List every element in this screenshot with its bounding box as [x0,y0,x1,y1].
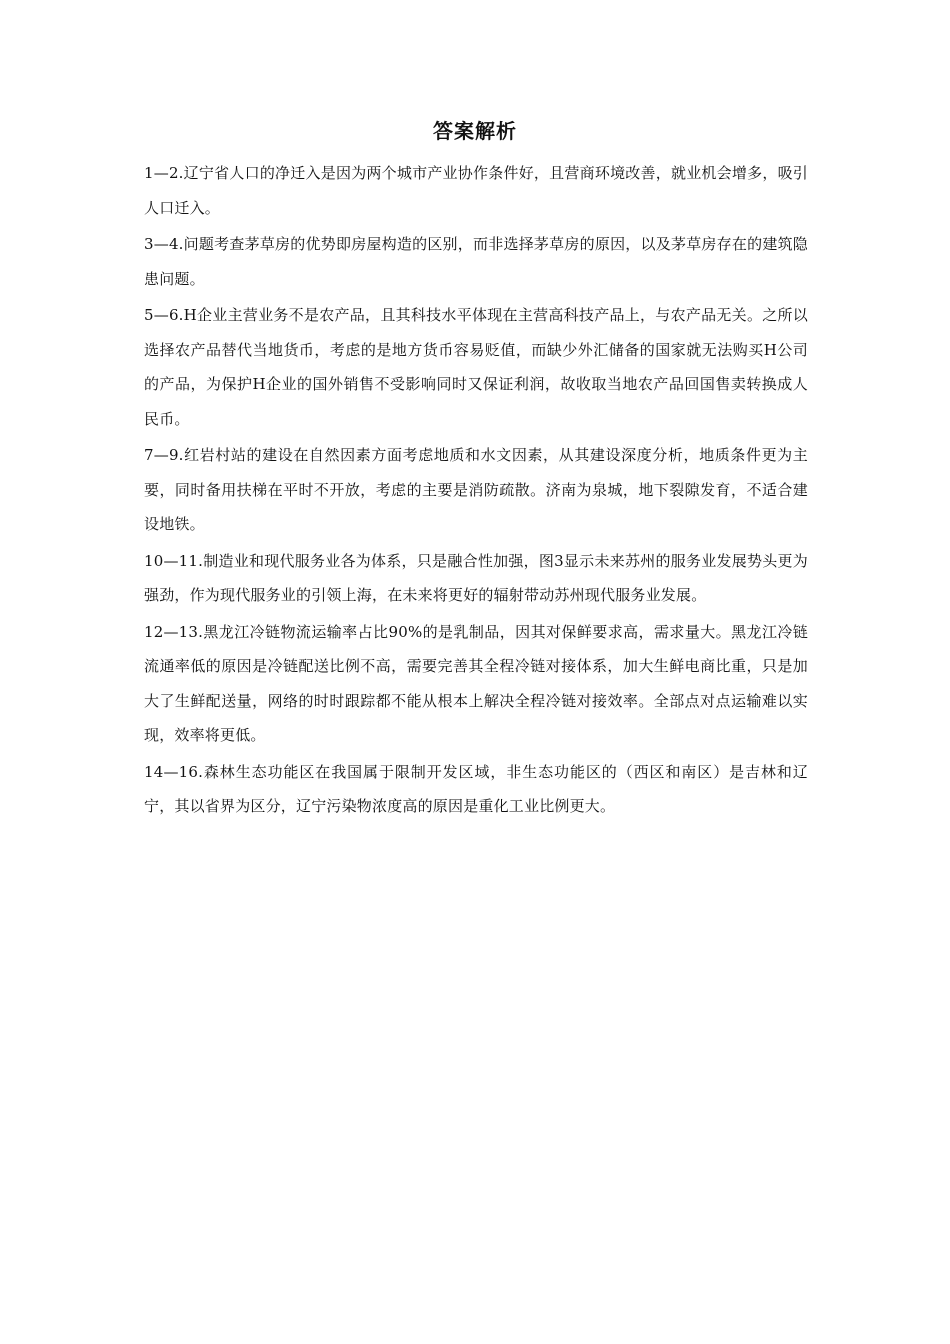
paragraph-q14-16: 14—16.森林生态功能区在我国属于限制开发区域，非生态功能区的（西区和南区）是吉林和辽宁，其以省界为区分，辽宁污染物浓度高的原因是重化工业比例更大。 [144,762,808,815]
answer-explanations [144,156,808,826]
paragraph-q5-6: 5—6.H企业主营业务不是农产品，且其科技水平体现在主营高科技产品上，与农产品无关。之所以选择农产品替代当地货币，考虑的是地方货币容易贬值，而缺少外汇储备的国家就无法购买H公司的产品，为保护H企业的国外销售不受影响同时又保证利润，故收取当地农产品回国售卖转换成人民币。 [144,306,808,428]
paragraph-q10-11: 10—11.制造业和现代服务业各为体系，只是融合性加强，图3显示未来苏州的服务业发展势头更为强劲，作为现代服务业的引领上海，在未来将更好的辐射带动苏州现代服务业发展。 [144,551,808,604]
page-title: 答案解析 [433,119,517,143]
paragraph-q7-9: 7—9.红岩村站的建设在自然因素方面考虑地质和水文因素，从其建设深度分析，地质条件更为主要，同时备用扶梯在平时不开放，考虑的主要是消防疏散。济南为泉城，地下裂隙发育，不适合建设地铁。 [144,446,808,533]
paragraph-q3-4: 3—4.问题考查茅草房的优势即房屋构造的区别，而非选择茅草房的原因，以及茅草房存在的建筑隐患问题。 [144,235,808,288]
paragraph-q1-2: 1—2.辽宁省人口的净迁入是因为两个城市产业协作条件好，且营商环境改善，就业机会增多，吸引人口迁入。 [144,164,808,217]
paragraph-q12-13: 12—13.黑龙江冷链物流运输率占比90%的是乳制品，因其对保鲜要求高，需求量大。黑龙江冷链流通率低的原因是冷链配送比例不高，需要完善其全程冷链对接体系，加大生鲜电商比重，只是加大了生鲜配送量，网络的时时跟踪都不能从根本上解决全程冷链对接效率。全部点对点运输难以实现，效率将更低。 [144,622,808,744]
